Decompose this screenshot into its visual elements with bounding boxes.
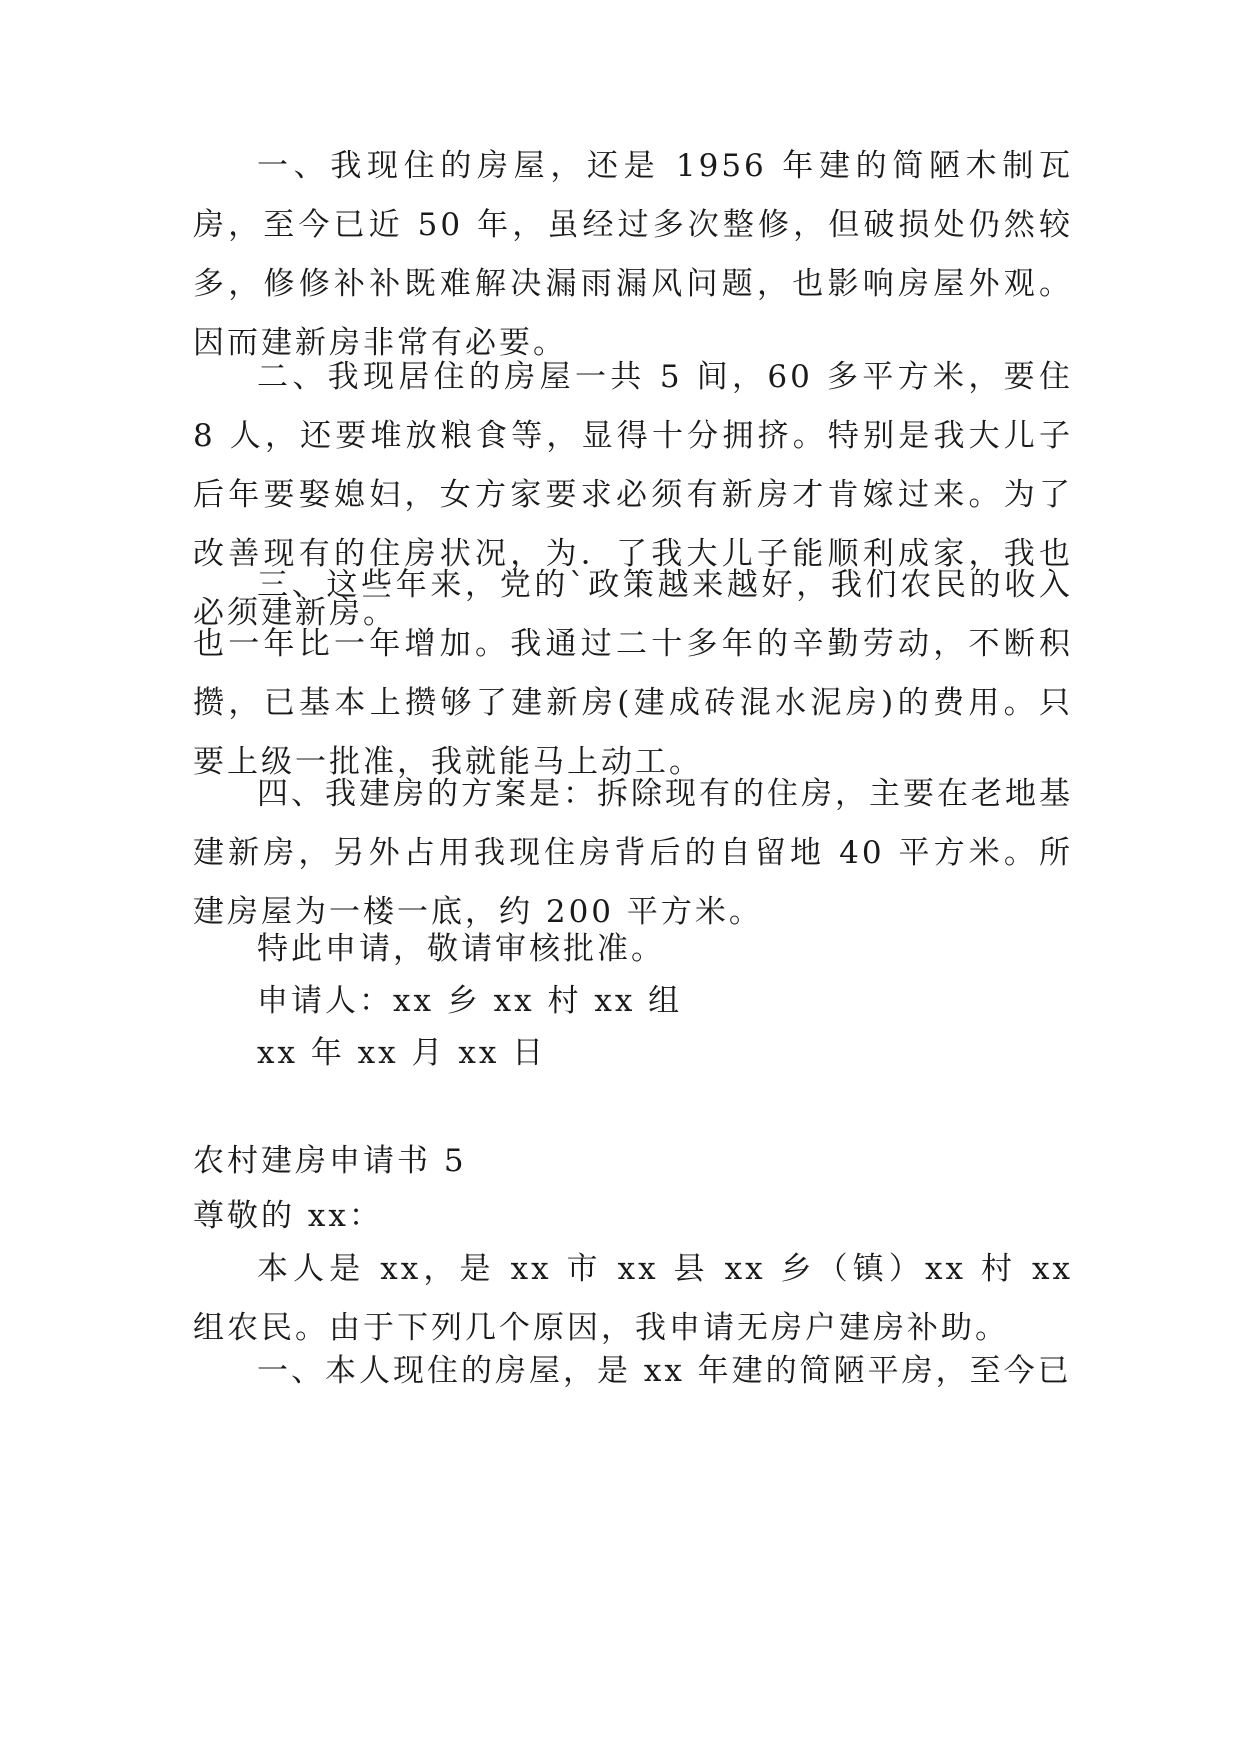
item-1-start: 一、本人现住的房屋，是 xx 年建的简陋平房，至今已 — [257, 1353, 1072, 1389]
intro-paragraph: 本人是 xx，是 xx 市 xx 县 xx 乡（镇）xx 村 xx 组农民。由于下列几个原因，我申请无房户建房补助。 — [193, 1251, 1073, 1346]
paragraph-3: 三、这些年来，党的`政策越来越好，我们农民的收入也一年比一年增加。我通过二十多年的辛勤劳动，不断积攒，已基本上攒够了建新房(建成砖混水泥房)的费用。只要上级一批准，我就能马上动工。 — [193, 567, 1073, 780]
salutation: 尊敬的 xx： — [193, 1198, 383, 1234]
paragraph-4: 四、我建房的方案是：拆除现有的住房，主要在老地基建新房，另外占用我现住房背后的自留地 40 平方米。所建房屋为一楼一底，约 200 平方米。 — [193, 776, 1073, 930]
section-title: 农村建房申请书 5 — [193, 1143, 467, 1179]
applicant-line: 申请人：xx 乡 xx 村 xx 组 — [257, 983, 683, 1019]
date-line: xx 年 xx 月 xx 日 — [257, 1035, 547, 1071]
paragraph-2: 二、我现居住的房屋一共 5 间，60 多平方米，要住 8 人，还要堆放粮食等，显得十分拥挤。特别是我大儿子后年要娶媳妇，女方家要求必须有新房才肯嫁过来。为了改善现有的住房状况，为．了我大儿子能顺利成家，我也必须建新房。 — [193, 359, 1073, 631]
closing-text: 特此申请，敬请审核批准。 — [257, 931, 665, 967]
paragraph-1: 一、我现住的房屋，还是 1956 年建的简陋木制瓦房，至今已近 50 年，虽经过多次整修，但破损处仍然较多，修修补补既难解决漏雨漏风问题，也影响房屋外观。因而建新房非常有必要。 — [193, 148, 1073, 361]
